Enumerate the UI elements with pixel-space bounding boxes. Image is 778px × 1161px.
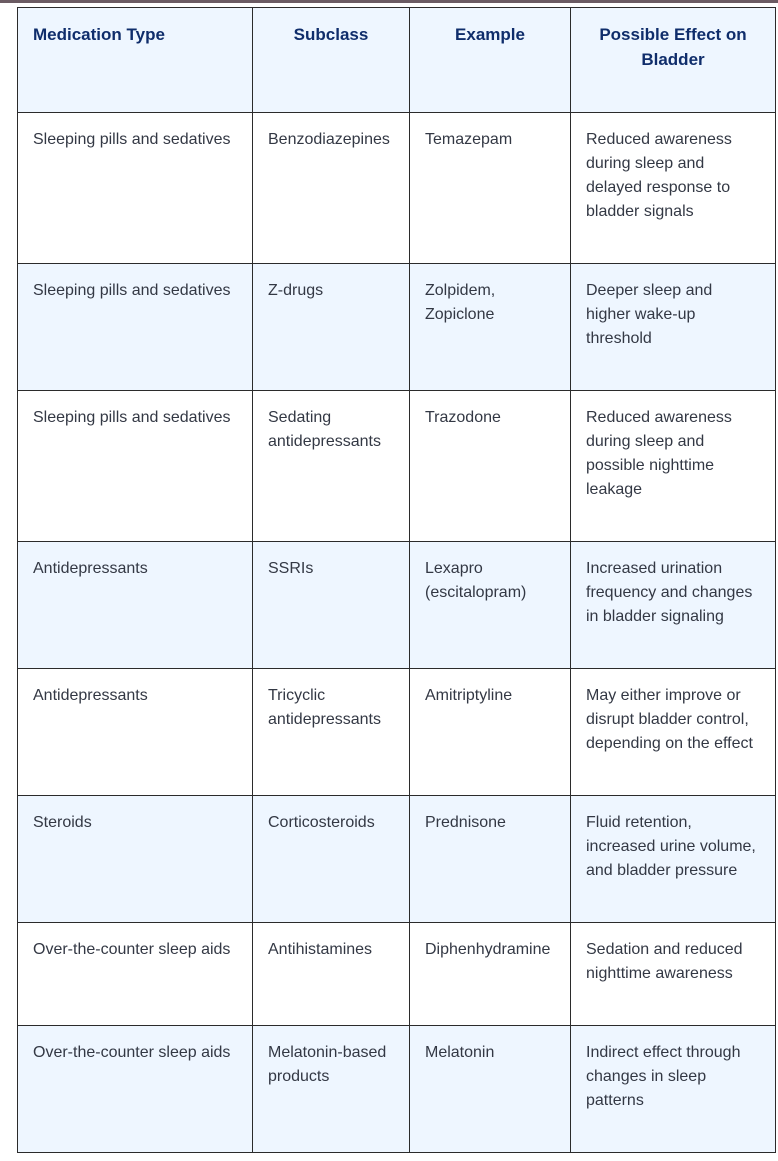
- cell-possible-effect: Increased urination frequency and changes in bladder signaling: [571, 542, 776, 669]
- table-header-row: [18, 8, 776, 113]
- cell-example: Prednisone: [410, 796, 571, 923]
- top-divider: [0, 0, 778, 3]
- cell-example: Temazepam: [410, 113, 571, 264]
- cell-example: Melatonin: [410, 1026, 571, 1153]
- table-row: [18, 669, 776, 796]
- cell-subclass: Corticosteroids: [253, 796, 410, 923]
- header-medication-type: Medication Type: [18, 8, 253, 113]
- cell-example: Diphenhydramine: [410, 923, 571, 1026]
- cell-subclass: Z-drugs: [253, 264, 410, 391]
- cell-possible-effect: Reduced awareness during sleep and delayed response to bladder signals: [571, 113, 776, 264]
- cell-medication-type: Antidepressants: [18, 669, 253, 796]
- table-row: [18, 264, 776, 391]
- cell-subclass: Melatonin-based products: [253, 1026, 410, 1153]
- cell-possible-effect: Fluid retention, increased urine volume, and bladder pressure: [571, 796, 776, 923]
- table-row: [18, 391, 776, 542]
- cell-subclass: SSRIs: [253, 542, 410, 669]
- cell-medication-type: Sleeping pills and sedatives: [18, 264, 253, 391]
- cell-subclass: Benzodiazepines: [253, 113, 410, 264]
- cell-medication-type: Over-the-counter sleep aids: [18, 923, 253, 1026]
- cell-subclass: Antihistamines: [253, 923, 410, 1026]
- cell-medication-type: Steroids: [18, 796, 253, 923]
- cell-possible-effect: Reduced awareness during sleep and possible nighttime leakage: [571, 391, 776, 542]
- cell-possible-effect: Indirect effect through changes in sleep patterns: [571, 1026, 776, 1153]
- cell-example: Trazodone: [410, 391, 571, 542]
- table-row: [18, 542, 776, 669]
- table-row: [18, 113, 776, 264]
- medication-table: [17, 7, 776, 1153]
- cell-example: Lexapro (escitalopram): [410, 542, 571, 669]
- header-subclass: Subclass: [253, 8, 410, 113]
- cell-example: Amitriptyline: [410, 669, 571, 796]
- cell-medication-type: Over-the-counter sleep aids: [18, 1026, 253, 1153]
- cell-possible-effect: Sedation and reduced nighttime awareness: [571, 923, 776, 1026]
- header-example: Example: [410, 8, 571, 113]
- cell-possible-effect: Deeper sleep and higher wake-up threshold: [571, 264, 776, 391]
- cell-medication-type: Antidepressants: [18, 542, 253, 669]
- cell-subclass: Tricyclic antidepressants: [253, 669, 410, 796]
- cell-possible-effect: May either improve or disrupt bladder control, depending on the effect: [571, 669, 776, 796]
- cell-subclass: Sedating antidepressants: [253, 391, 410, 542]
- table-row: [18, 796, 776, 923]
- table-row: [18, 923, 776, 1026]
- cell-example: Zolpidem, Zopiclone: [410, 264, 571, 391]
- header-possible-effect: Possible Effect on Bladder: [571, 8, 776, 113]
- table-row: [18, 1026, 776, 1153]
- cell-medication-type: Sleeping pills and sedatives: [18, 391, 253, 542]
- cell-medication-type: Sleeping pills and sedatives: [18, 113, 253, 264]
